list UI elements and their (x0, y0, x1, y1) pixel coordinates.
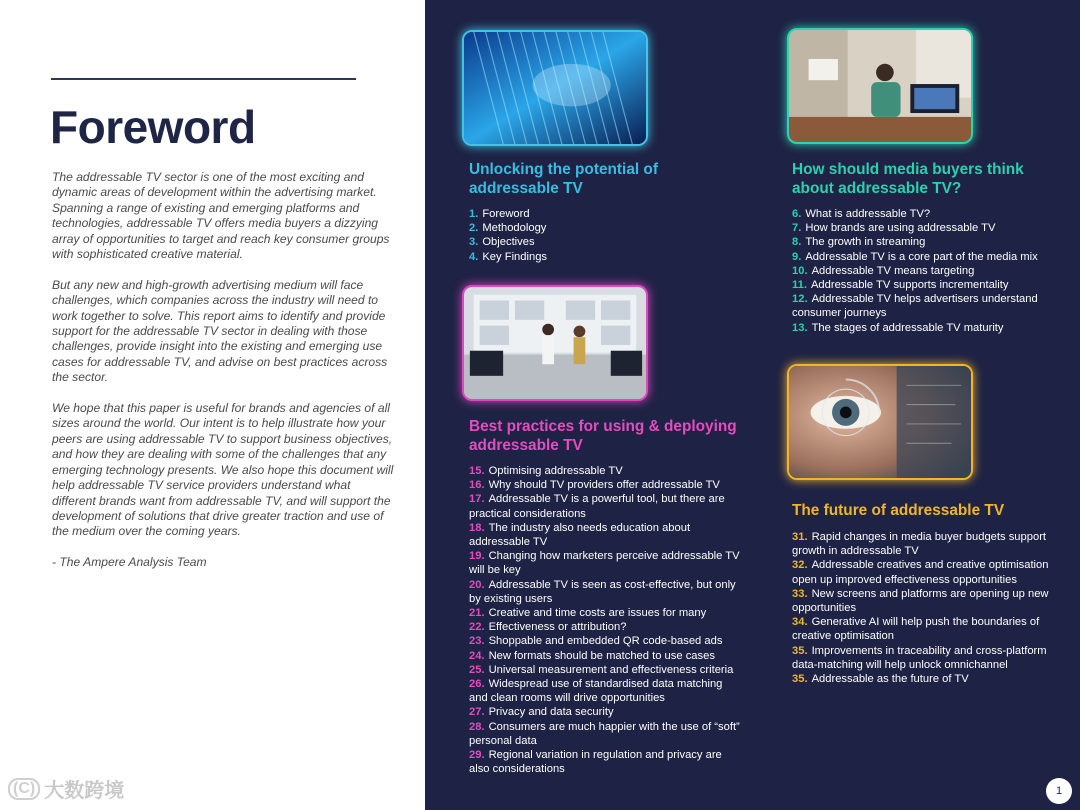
contents-item[interactable]: 33. New screens and platforms are opening up new opportunities (792, 587, 1049, 615)
contents-item[interactable]: 28. Consumers are much happier with the use of “soft” personal data (469, 720, 740, 747)
contents-list-future (792, 530, 1067, 686)
contents-item[interactable]: 24. New formats should be matched to use cases (469, 649, 715, 662)
section-title-media-buyers: How should media buyers think about addressable TV? (792, 161, 1024, 197)
contents-item[interactable]: 26. Widespread use of standardised data matching and clean rooms will drive opportunities (469, 678, 723, 705)
contents-item[interactable]: 19. Changing how marketers perceive addressable TV will be key (469, 550, 740, 577)
contents-item[interactable]: 35. Addressable as the future of TV (792, 673, 969, 686)
contents-list-best-practices (469, 464, 744, 776)
contents-item[interactable]: 10. Addressable TV means targeting (792, 264, 975, 277)
led-screen-image (462, 30, 648, 146)
contents-item[interactable]: 32. Addressable creatives and creative optimisation open up improved effectiveness opportunities (792, 559, 1049, 586)
office-worker-image (787, 28, 973, 144)
contents-item[interactable]: 1. Foreword (469, 208, 530, 220)
contents-item[interactable]: 2. Methodology (469, 222, 547, 235)
contents-item[interactable]: 17. Addressable TV is a powerful tool, but there are practical considerations (469, 493, 725, 520)
meeting-room-image (462, 285, 648, 401)
contents-item[interactable]: 12. Addressable TV helps advertisers understand consumer journeys (792, 293, 1038, 320)
contents-item[interactable]: 35. Improvements in traceability and cross-platform data-matching will help unlock omnichannel (792, 644, 1047, 671)
contents-item[interactable]: 25. Universal measurement and effectiveness criteria (469, 663, 734, 676)
foreword-paragraph: The addressable TV sector is one of the most exciting and dynamic areas of development within the advertising market. Spanning a range of existing and emerging platforms and technologies, addressable TV offers media buyers a dizzying array of opportunities to target and reach key consumer groups with sophisticated creative material. (52, 170, 390, 262)
contents-item[interactable]: 34. Generative AI will help push the boundaries of creative optimisation (792, 616, 1040, 643)
watermark-text: 大数跨境 (44, 780, 125, 802)
contents-list-media-buyers (792, 207, 1067, 335)
foreword-signature: - The Ampere Analysis Team (52, 555, 207, 570)
contents-item[interactable]: 13. The stages of addressable TV maturity (792, 321, 1004, 334)
contents-item[interactable]: 29. Regional variation in regulation and privacy are also considerations (469, 749, 722, 776)
section-title-best-practices: Best practices for using & deploying addressable TV (469, 418, 737, 454)
page-number: 1 (1046, 778, 1072, 804)
contents-item[interactable]: 31. Rapid changes in media buyer budgets support growth in addressable TV (792, 531, 1047, 558)
foreword-panel (0, 0, 425, 810)
contents-item[interactable]: 3. Objectives (469, 236, 535, 249)
contents-item[interactable]: 7. How brands are using addressable TV (792, 222, 996, 235)
contents-item[interactable]: 4. Key Findings (469, 250, 548, 263)
contents-item[interactable]: 11. Addressable TV supports incrementality (792, 279, 1009, 292)
foreword-text (52, 170, 397, 586)
contents-item[interactable]: 9. Addressable TV is a core part of the media mix (792, 250, 1038, 263)
contents-item[interactable]: 15. Optimising addressable TV (469, 465, 623, 477)
watermark-logo-icon: (C) (8, 778, 40, 800)
contents-item[interactable]: 27. Privacy and data security (469, 706, 614, 719)
eye-scan-image (787, 364, 973, 480)
title-rule (51, 78, 356, 80)
foreword-paragraph: But any new and high-growth advertising medium will face challenges, which companies across the industry will need to work together to solve. This report aims to identify and provide support for the addressable TV sector in dealing with those challenges, provide insight into the existing and emerging use cases for addressable TV, and advise on best practices across the sector. (52, 277, 388, 385)
section-title-unlocking: Unlocking the potential of addressable TV (469, 161, 658, 197)
contents-item[interactable]: 8. The growth in streaming (792, 236, 926, 249)
contents-item[interactable]: 22. Effectiveness or attribution? (469, 621, 627, 634)
contents-item[interactable]: 23. Shoppable and embedded QR code-based ads (469, 635, 723, 648)
contents-list-unlocking (469, 207, 749, 264)
contents-panel (425, 0, 1080, 810)
page-title: Foreword (50, 101, 256, 153)
section-title-future: The future of addressable TV (792, 502, 1005, 519)
contents-item[interactable]: 21. Creative and time costs are issues for many (469, 607, 707, 620)
contents-item[interactable]: 18. The industry also needs education about addressable TV (469, 521, 691, 549)
contents-item[interactable]: 16. Why should TV providers offer addressable TV (469, 479, 720, 492)
foreword-paragraph: We hope that this paper is useful for brands and agencies of all sizes around the world. Our intent is to help illustrate how your peers are using addressable TV to support business objectives, and how they are dealing with some of the challenges that any emerging technology presents. We also hope this document will help addressable TV service providers understand what different brands want from addressable TV, and will support the development of solutions that drive greater traction and use of the medium over the coming years. (52, 401, 394, 539)
watermark (8, 774, 124, 803)
contents-item[interactable]: 6. What is addressable TV? (792, 208, 931, 220)
contents-item[interactable]: 20. Addressable TV is seen as cost-effective, but only by existing users (469, 578, 736, 605)
